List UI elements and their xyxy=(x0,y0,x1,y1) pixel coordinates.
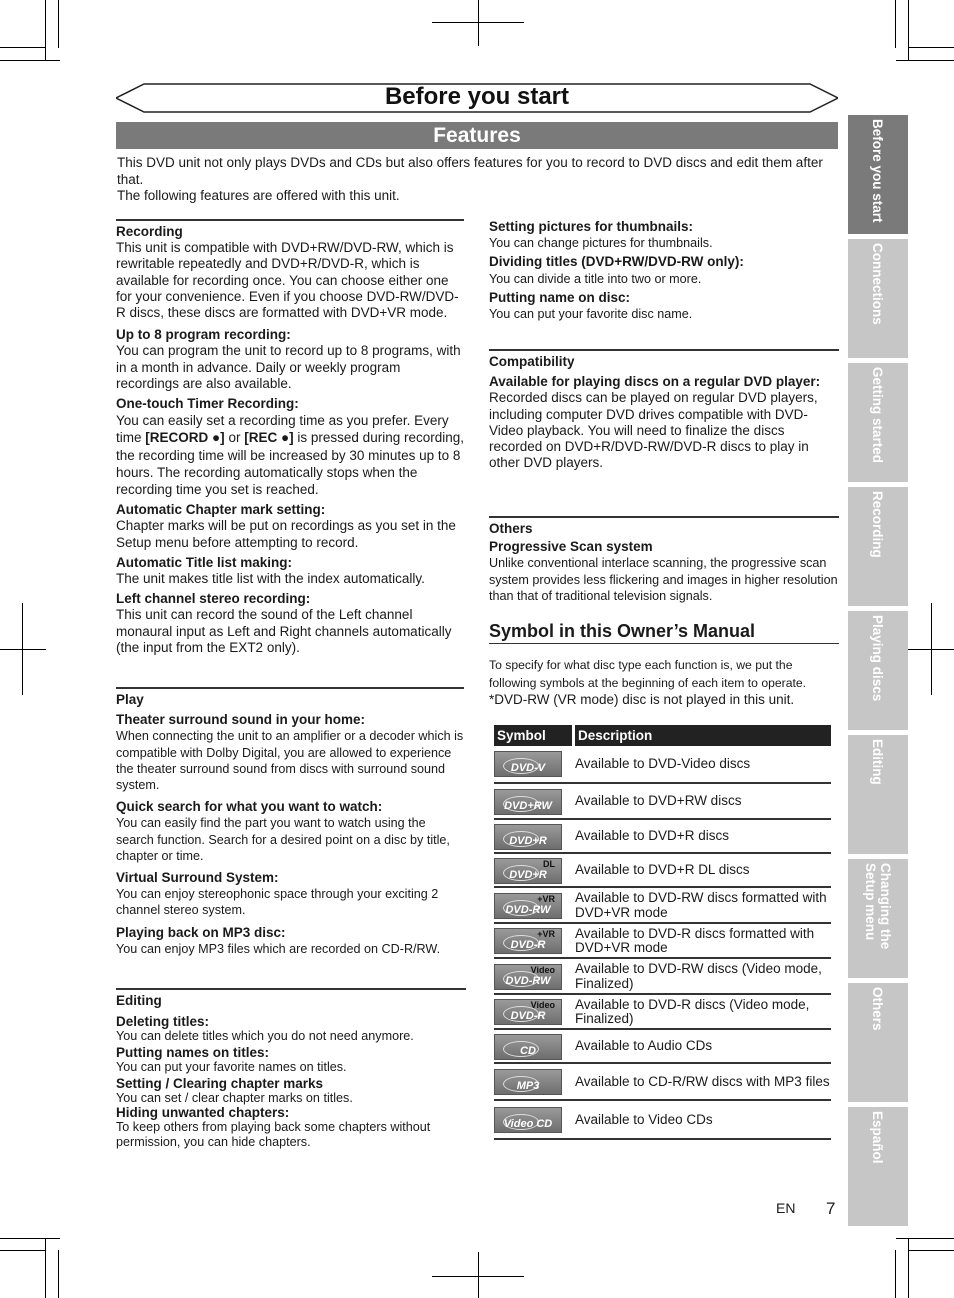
editing-section xyxy=(116,988,466,1150)
symbol-description: Available to Video CDs xyxy=(575,1111,713,1127)
virtual-text: You can enjoy stereophonic space through your exciting 2 channel stereo system. xyxy=(116,887,439,918)
crop-mark xyxy=(908,0,909,60)
discname-heading: Putting name on disc: xyxy=(489,289,631,305)
badge-label: DVD-R xyxy=(510,939,546,951)
crop-mark xyxy=(432,22,524,23)
badge-label: Video CD xyxy=(503,1118,553,1130)
symbol-row xyxy=(494,996,831,1030)
crop-mark xyxy=(58,1250,59,1298)
tab-2[interactable] xyxy=(848,239,908,358)
symbol-row xyxy=(494,821,831,854)
disc-badge-icon xyxy=(494,928,562,954)
others-section xyxy=(489,516,839,604)
symbol-table xyxy=(494,725,831,1130)
crop-mark xyxy=(0,47,46,48)
disc-badge-icon xyxy=(494,1069,562,1095)
badge-label: DVD-R xyxy=(510,1010,546,1022)
crop-mark xyxy=(908,649,954,650)
badge-label: DVD+R xyxy=(509,834,547,847)
symbol-cell xyxy=(494,1102,564,1138)
disc-badge-icon xyxy=(494,858,562,884)
symbol-row xyxy=(494,785,831,820)
play-title: Play xyxy=(116,687,464,708)
symbol-cell xyxy=(494,996,564,1028)
crop-mark xyxy=(0,60,60,61)
theater-heading: Theater surround sound in your home: xyxy=(116,712,366,728)
section-title: Features xyxy=(116,122,838,149)
page-number: 7 xyxy=(826,1199,836,1218)
badge-label: DVD-V xyxy=(510,762,546,774)
titlelist-text: The unit makes title list with the index automatically. xyxy=(116,571,425,587)
tab-label: Before you start xyxy=(870,119,886,223)
thumb-heading: Setting pictures for thumbnails: xyxy=(489,219,694,234)
symbol-row xyxy=(494,925,831,959)
otr-or: or xyxy=(228,430,241,446)
tab-1[interactable] xyxy=(848,115,908,234)
intro-line-1: This DVD unit not only plays DVDs and CDs but also offers features for you to record to DVD discs and edit them after that. xyxy=(117,155,823,187)
program-text: You can program the unit to record up to 8 programs, with in a month in advance. Daily or weekly program recordings are also available. xyxy=(116,343,461,391)
symbol-row xyxy=(494,1102,831,1140)
symbol-cell xyxy=(494,925,564,957)
tab-label: Others xyxy=(870,987,886,1031)
otr-text-2: is pressed during recording, the recording time will be increased by 30 minutes up to 8 hours. The recording automatically stops when the recording time you set is reached. xyxy=(116,430,464,498)
symbol-cell xyxy=(494,785,564,818)
crop-mark xyxy=(895,0,896,48)
disc-badge-icon xyxy=(494,893,562,919)
tab-8[interactable] xyxy=(848,983,908,1102)
symbol-description: Available to DVD-R discs formatted with DVD+VR mode xyxy=(575,925,815,955)
otr-text xyxy=(116,412,464,498)
hide-text: To keep others from playing back some chapters without permission, you can hide chapters. xyxy=(116,1120,431,1150)
crop-mark xyxy=(478,0,479,46)
disc-badge-icon xyxy=(494,751,562,777)
theater-text: When connecting the unit to an amplifier or a decoder which is compatible with Dolby Digital, you are allowed to experience the theater surround sound from discs with surround sound system. xyxy=(116,729,464,793)
symbol-description: Available to DVD-Video discs xyxy=(575,755,751,771)
mp3-text: You can enjoy MP3 files which are recorded on CD-R/RW. xyxy=(116,941,441,956)
names-heading: Putting names on titles: xyxy=(116,1045,270,1061)
language-code: EN xyxy=(776,1200,796,1216)
badge-label: DVD+R xyxy=(509,868,547,881)
otr-text-1: You can easily set a recording time as you prefer. Every time xyxy=(116,413,449,446)
tab-7[interactable] xyxy=(848,859,908,978)
crop-mark xyxy=(896,1238,954,1239)
badge-label: DVD-RW xyxy=(505,974,551,987)
tab-4[interactable] xyxy=(848,487,908,606)
crop-mark xyxy=(0,1238,60,1239)
symbol-description: Available to CD-R/RW discs with MP3 files xyxy=(575,1073,830,1089)
discname-text: You can put your favorite disc name. xyxy=(489,307,693,322)
recording-title: Recording xyxy=(116,219,464,240)
description-column-header: Description xyxy=(575,725,831,746)
badge-label: MP3 xyxy=(516,1080,540,1092)
record-key: [RECORD ●] xyxy=(145,430,225,446)
rec-key: [REC ●] xyxy=(244,430,294,446)
crop-mark xyxy=(895,1250,896,1298)
otr-heading: One-touch Timer Recording: xyxy=(116,396,299,412)
symbol-cell xyxy=(494,889,564,922)
badge-label: DVD-RW xyxy=(505,903,551,916)
symbol-row xyxy=(494,1031,831,1064)
progressive-heading: Progressive Scan system xyxy=(489,539,653,555)
divide-text: You can divide a title into two or more. xyxy=(489,271,702,286)
symbol-cell xyxy=(494,1065,564,1099)
mp3-heading: Playing back on MP3 disc: xyxy=(116,924,286,940)
intro-text xyxy=(117,155,837,205)
left-column xyxy=(116,219,464,656)
compat-title: Compatibility xyxy=(489,349,839,370)
symbol-cell xyxy=(494,1031,564,1062)
crop-mark xyxy=(0,1250,46,1251)
disc-badge-icon xyxy=(494,1107,562,1133)
tab-label: Español xyxy=(870,1111,886,1164)
symbol-row xyxy=(494,746,831,784)
tab-label: Playing discs xyxy=(870,615,886,702)
disc-badge-icon xyxy=(494,789,562,815)
quick-text: You can easily find the part you want to watch using the search function. Search for a desired point on a disc by title, chapter or time. xyxy=(116,816,450,863)
symbol-cell xyxy=(494,821,564,852)
disc-badge-icon xyxy=(494,1034,562,1060)
chapter-heading: Automatic Chapter mark setting: xyxy=(116,502,326,518)
disc-badge-icon xyxy=(494,964,562,990)
crop-mark xyxy=(58,0,59,48)
manual-text xyxy=(489,656,839,709)
symbol-description: Available to DVD-R discs (Video mode, Finalized) xyxy=(575,996,810,1026)
tab-label: Recording xyxy=(870,491,886,558)
tab-6[interactable] xyxy=(848,735,908,854)
others-title: Others xyxy=(489,516,839,537)
badge-superscript: Video xyxy=(530,1000,555,1010)
symbol-column-header: Symbol xyxy=(494,725,572,746)
symbol-cell xyxy=(494,855,564,886)
crop-mark xyxy=(908,1238,909,1298)
symbol-description: Available to DVD+R discs xyxy=(575,828,729,844)
symbol-row xyxy=(494,855,831,888)
page-title-banner xyxy=(116,82,838,114)
page-title: Before you start xyxy=(384,83,570,110)
badge-superscript: +VR xyxy=(537,929,555,939)
chapters-text: You can set / clear chapter marks on titles. xyxy=(116,1091,353,1106)
delete-text: You can delete titles which you do not need anymore. xyxy=(116,1029,414,1044)
intro-line-2: The following features are offered with this unit. xyxy=(117,188,400,203)
crop-mark xyxy=(896,60,954,61)
symbol-description: Available to DVD-RW discs (Video mode, Finalized) xyxy=(575,961,822,991)
symbol-description: Available to DVD+R DL discs xyxy=(575,862,750,878)
crop-mark xyxy=(45,1238,46,1298)
titlelist-heading: Automatic Title list making: xyxy=(116,554,293,570)
symbol-row xyxy=(494,1065,831,1101)
recording-intro: This unit is compatible with DVD+RW/DVD-RW, which is rewritable repeatedly and DVD+R/DVD-R, which is available for recording once. You can choose either one for your convenience. Even if you choose DVD-RW/DVD-R discs, these discs are formatted with DVD+VR mode. xyxy=(116,240,459,321)
badge-superscript: DL xyxy=(543,858,555,869)
delete-heading: Deleting titles: xyxy=(116,1014,210,1030)
manual-note: *DVD-RW (VR mode) disc is not played in this unit. xyxy=(489,692,795,707)
leftch-text: This unit can record the sound of the Left channel monaural input as Left and Right channels automatically (the input from the EXT2 only). xyxy=(116,607,452,655)
crop-mark xyxy=(908,1250,954,1251)
program-heading: Up to 8 program recording: xyxy=(116,327,291,343)
tab-label: Editing xyxy=(870,739,886,785)
tab-label: Connections xyxy=(870,243,886,325)
badge-label: CD xyxy=(520,1044,536,1057)
right-top xyxy=(489,219,839,322)
manual-explain: To specify for what disc type each function is, we put the following symbols at the beginning of each item to operate. xyxy=(489,658,807,690)
quick-heading: Quick search for what you want to watch: xyxy=(116,799,383,815)
symbol-cell xyxy=(494,960,564,993)
chapters-heading: Setting / Clearing chapter marks xyxy=(116,1076,324,1092)
badge-superscript: +VR xyxy=(537,893,555,904)
crop-mark xyxy=(432,1276,524,1277)
tab-3[interactable] xyxy=(848,363,908,482)
divide-heading: Dividing titles (DVD+RW/DVD-RW only): xyxy=(489,254,744,270)
disc-badge-icon xyxy=(494,824,562,850)
names-text: You can put your favorite names on titles. xyxy=(116,1060,347,1075)
compatibility-section xyxy=(489,349,839,471)
manual-heading: Symbol in this Owner’s Manual xyxy=(489,620,839,644)
editing-title: Editing xyxy=(116,988,466,1009)
virtual-heading: Virtual Surround System: xyxy=(116,870,279,886)
leftch-heading: Left channel stereo recording: xyxy=(116,591,311,607)
tab-label: Changing the Setup menu xyxy=(863,863,893,950)
symbol-row xyxy=(494,960,831,995)
symbol-table-header xyxy=(494,725,831,746)
badge-label: DVD+RW xyxy=(504,799,552,812)
chapter-text: Chapter marks will be put on recordings as you set in the Setup menu before attempting to record. xyxy=(116,518,456,550)
compat-heading: Available for playing discs on a regular DVD player: xyxy=(489,374,821,390)
tab-label: Getting started xyxy=(870,367,886,464)
crop-mark xyxy=(908,47,954,48)
symbol-row xyxy=(494,889,831,924)
play-section xyxy=(116,687,464,957)
symbol-description: Available to Audio CDs xyxy=(575,1038,713,1054)
compat-text: Recorded discs can be played on regular DVD players, including computer DVD drives compatible with DVD-Video playback. You will need to finalize the discs recorded on DVD+R/DVD-RW/DVD-R discs to play in other DVD players. xyxy=(489,390,818,471)
tab-9[interactable] xyxy=(848,1107,908,1226)
progressive-text: Unlike conventional interlace scanning, the progressive scan system provides less flickering and images in higher resolution than that of traditional television signals. xyxy=(489,556,838,603)
hide-heading: Hiding unwanted chapters: xyxy=(116,1105,290,1121)
tab-5[interactable] xyxy=(848,611,908,730)
symbol-cell xyxy=(494,746,564,782)
thumb-text: You can change pictures for thumbnails. xyxy=(489,236,713,251)
crop-mark xyxy=(0,649,46,650)
symbol-description: Available to DVD-RW discs formatted with DVD+VR mode xyxy=(575,890,827,920)
symbol-description: Available to DVD+RW discs xyxy=(575,793,742,809)
badge-superscript: Video xyxy=(530,964,555,975)
disc-badge-icon xyxy=(494,999,562,1025)
crop-mark xyxy=(45,0,46,60)
crop-mark xyxy=(478,1252,479,1298)
